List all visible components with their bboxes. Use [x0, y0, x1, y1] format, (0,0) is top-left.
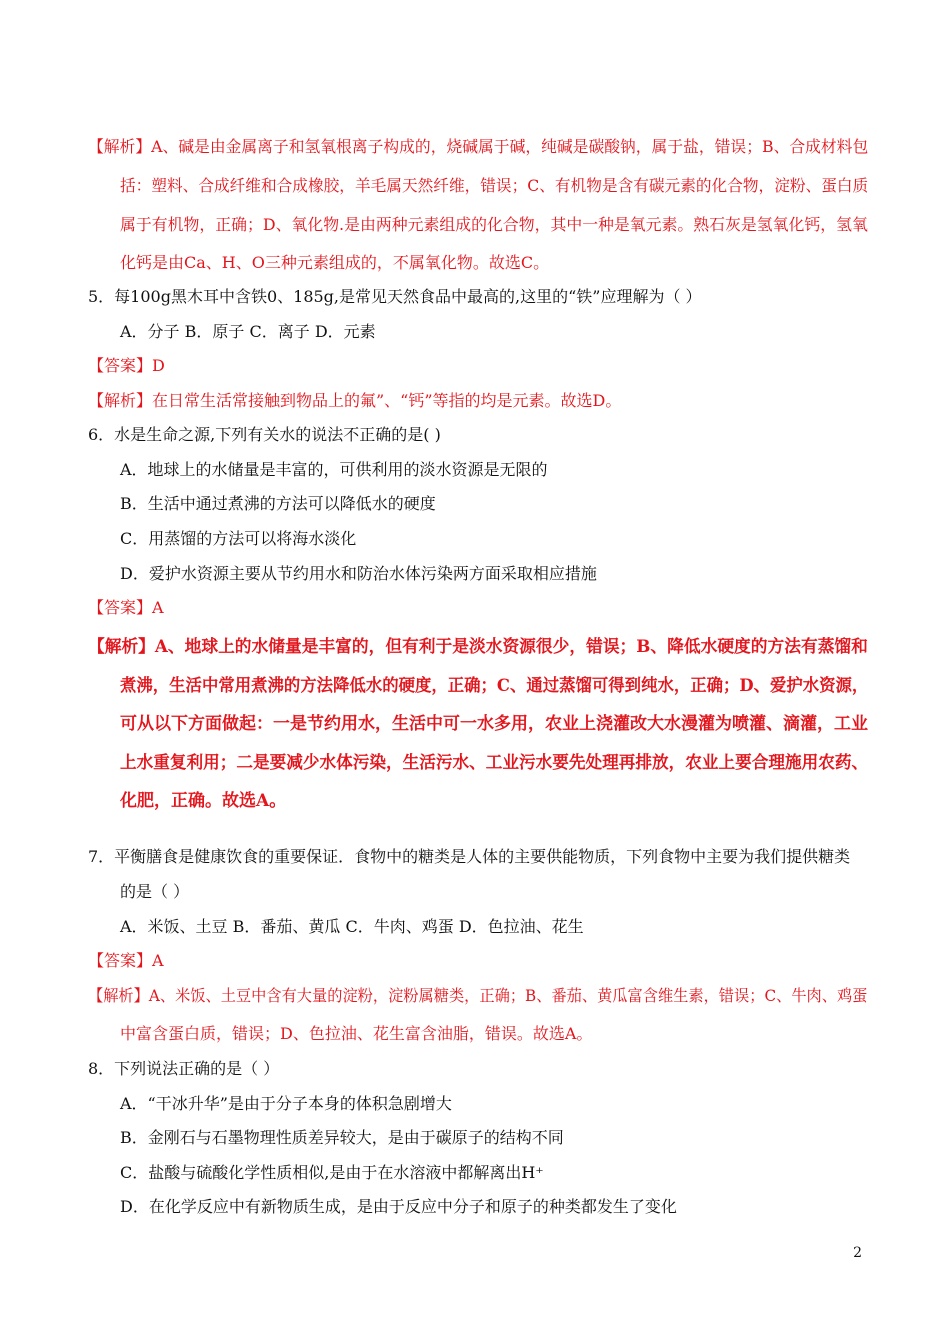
question-6-option-d: D．爱护水资源主要从节约用水和防治水体污染两方面采取相应措施 [120, 564, 597, 583]
question-5-options: A．分子 B．原子 C．离子 D．元素 [120, 322, 376, 341]
analysis-6-line-3: 可从以下方面做起：一是节约用水，生活中可一水多用，农业上浇灌改大水漫灌为喷灌、滴灌，工业 [120, 714, 868, 734]
question-8: 8．下列说法正确的是（ ） [88, 1059, 280, 1078]
question-5: 5．每100g黑木耳中含铁0、185g,是常见天然食品中最高的,这里的“铁”应理解为（ ） [88, 287, 702, 306]
analysis-6-line-1: 【解析】A、地球上的水储量是丰富的，但有利于是淡水资源很少，错误；B、降低水硬度的方法有蒸馏和 [88, 637, 868, 657]
analysis-q4-line-4: 化钙是由Ca、H、O三种元素组成的，不属氧化物。故选C。 [120, 253, 550, 272]
question-7-line-1: 7．平衡膳食是健康饮食的重要保证．食物中的糖类是人体的主要供能物质，下列食物中主要为我们提供糖类 [88, 847, 851, 866]
question-6-option-a: A．地球上的水储量是丰富的，可供利用的淡水资源是无限的 [120, 460, 548, 479]
analysis-7-line-2: 中富含蛋白质，错误；D、色拉油、花生富含油脂，错误。故选A。 [120, 1024, 593, 1043]
question-6-option-b: B．生活中通过煮沸的方法可以降低水的硬度 [120, 494, 436, 513]
question-6: 6．水是生命之源,下列有关水的说法不正确的是( ) [88, 425, 441, 444]
analysis-6-line-4: 上水重复利用；二是要减少水体污染，生活污水、工业污水要先处理再排放，农业上要合理施用农药、 [120, 753, 869, 773]
answer-5: 【答案】D [88, 356, 165, 375]
question-8-option-d: D．在化学反应中有新物质生成，是由于反应中分子和原子的种类都发生了变化 [120, 1197, 677, 1216]
page-number: 2 [853, 1245, 862, 1261]
question-8-option-a: A．“干冰升华”是由于分子本身的体积急剧增大 [120, 1094, 452, 1113]
question-7-line-2: 的是（ ） [120, 882, 190, 901]
question-8-option-b: B．金刚石与石墨物理性质差异较大，是由于碳原子的结构不同 [120, 1128, 564, 1147]
analysis-6-line-2: 煮沸，生活中常用煮沸的方法降低水的硬度，正确；C、通过蒸馏可得到纯水，正确；D、爱护水资源， [120, 676, 869, 696]
analysis-q4-line-1: 【解析】A、碱是由金属离子和氢氧根离子构成的，烧碱属于碱，纯碱是碳酸钠，属于盐，错误；B、合成材料包 [88, 137, 869, 156]
analysis-q4-line-3: 属于有机物，正确；D、氧化物.是由两种元素组成的化合物，其中一种是氧元素。熟石灰是氢氧化钙，氢氧 [120, 215, 868, 234]
question-8-option-c: C．盐酸与硫酸化学性质相似,是由于在水溶液中都解离出H⁺ [120, 1163, 544, 1182]
analysis-5: 【解析】在日常生活常接触到物品上的氟”、“钙”等指的均是元素。故选D。 [88, 391, 622, 410]
analysis-7-line-1: 【解析】A、米饭、土豆中含有大量的淀粉，淀粉属糖类，正确；B、番茄、黄瓜富含维生素，错误；C、牛肉、鸡蛋 [88, 986, 868, 1005]
analysis-q4-line-2: 括：塑料、合成纤维和合成橡胶，羊毛属天然纤维，错误；C、有机物是含有碳元素的化合物，淀粉、蛋白质 [120, 176, 869, 195]
question-7-options: A．米饭、土豆 B．番茄、黄瓜 C．牛肉、鸡蛋 D．色拉油、花生 [120, 917, 584, 936]
answer-6: 【答案】A [88, 598, 164, 617]
analysis-6-line-5: 化肥，正确。故选A。 [120, 791, 287, 811]
answer-7: 【答案】A [88, 951, 164, 970]
question-6-option-c: C．用蒸馏的方法可以将海水淡化 [120, 529, 357, 548]
